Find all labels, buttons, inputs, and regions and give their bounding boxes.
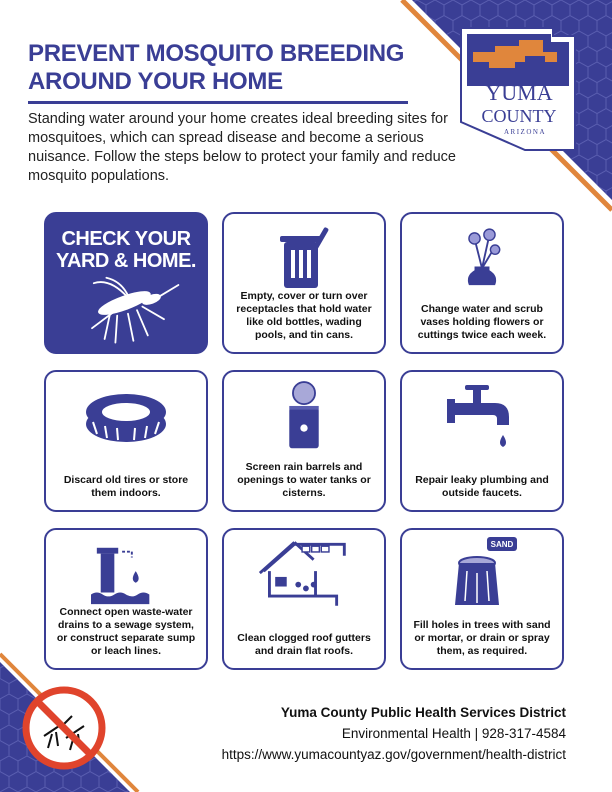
tip-text-tree-holes: Fill holes in trees with sand or mortar, or drain or spray them, as required. <box>413 619 551 657</box>
drain-icon <box>87 540 165 610</box>
footer-org: Yuma County Public Health Services District <box>280 705 566 720</box>
faucet-icon <box>437 377 527 457</box>
logo-text-county: COUNTY <box>481 106 557 126</box>
title-underline <box>28 101 408 104</box>
sand-badge-label: SAND <box>490 540 514 549</box>
tip-card-receptacles <box>222 212 386 354</box>
page-title: PREVENT MOSQUITO BREEDING AROUND YOUR HOME <box>28 40 405 95</box>
tip-text-plumbing: Repair leaky plumbing and outside faucets. <box>415 474 549 499</box>
footer-contact <box>222 702 566 765</box>
logo-text-state: ARIZONA <box>504 128 546 136</box>
trash-can-icon <box>274 224 334 294</box>
tip-card-drains <box>44 528 208 670</box>
tip-text-vases: Change water and scrub vases holding flowers or cuttings twice each week. <box>417 303 547 341</box>
yuma-county-logo <box>455 22 583 162</box>
tip-card-tires <box>44 370 208 512</box>
logo-text-yuma: YUMA <box>485 80 553 105</box>
tip-card-vases <box>400 212 564 354</box>
footer-url-link[interactable]: https://www.yumacountyaz.gov/government/health-district <box>221 747 566 762</box>
feature-title: CHECK YOUR YARD & HOME. <box>56 228 196 272</box>
tip-text-drains: Connect open waste-water drains to a sewage system, or construct separate sump or leach lines. <box>56 606 196 657</box>
tip-text-receptacles: Empty, cover or turn over receptacles that hold water like old bottles, wading pools, and tin cans. <box>236 290 372 341</box>
flower-vase-icon <box>454 223 510 295</box>
rain-barrel-icon <box>281 378 327 456</box>
feature-card-check-yard <box>44 212 208 354</box>
tip-text-rain-barrels: Screen rain barrels and openings to water tanks or cisterns. <box>237 461 371 499</box>
tip-card-plumbing <box>400 370 564 512</box>
tip-card-rain-barrels <box>222 370 386 512</box>
roof-gutter-icon <box>256 536 352 614</box>
tire-icon <box>81 382 171 452</box>
tip-card-gutters <box>222 528 386 670</box>
tip-card-tree-holes <box>400 528 564 670</box>
intro-paragraph: Standing water around your home creates ideal breeding sites for mosquitoes, which can spread disease and become a serious nuisance. Follow the steps below to protect your family and reduce mosquito populations. <box>28 111 456 184</box>
no-mosquito-icon <box>22 686 106 770</box>
tree-stump-icon <box>437 535 527 615</box>
footer-phone: Environmental Health | 928-317-4584 <box>341 726 566 741</box>
tip-text-gutters: Clean clogged roof gutters and drain flat roofs. <box>237 632 371 657</box>
mosquito-icon <box>70 276 186 348</box>
tip-text-tires: Discard old tires or store them indoors. <box>63 474 189 499</box>
